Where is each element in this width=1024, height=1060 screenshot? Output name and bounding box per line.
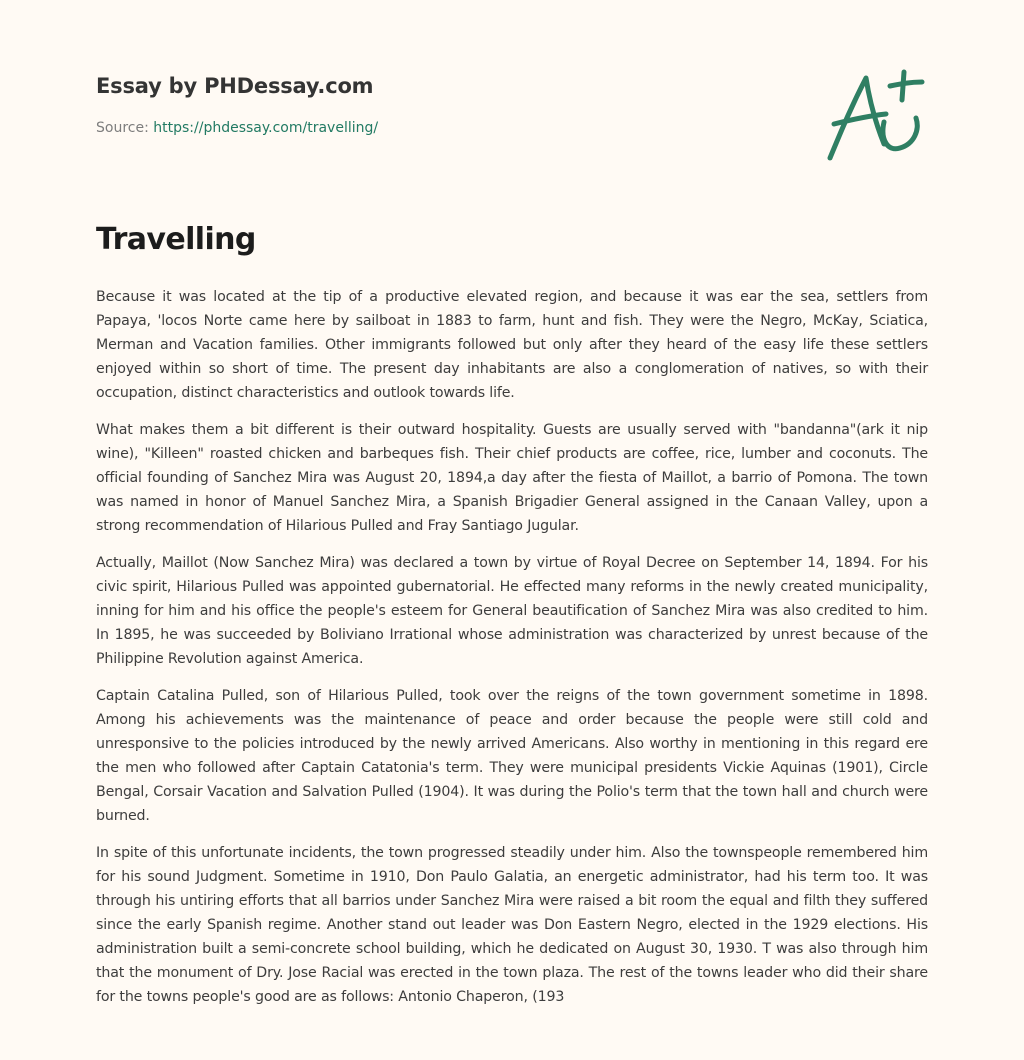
a-plus-grade-icon: [818, 64, 938, 168]
essay-body: [96, 285, 928, 1022]
essay-paragraph: In spite of this unfortunate incidents, the town progressed steadily under him. Also the townspeople remembered him for his sound Judgment. Sometime in 1910, Don Paulo Galatia, an energetic administrator, had his term too. It was through his untiring efforts that all barrios under Sanchez Mira were raised a bit room the equal and filth they suffered since the early Spanish regime. Another stand out leader was Don Eastern Negro, elected in the 1929 elections. His administration built a semi-concrete school building, which he dedicated on August 30, 1930. T was also through him that the monument of Dry. Jose Racial was erected in the town plaza. The rest of the towns leader who did their share for the towns people's good are as follows: Antonio Chaperon, (193: [96, 845, 928, 1005]
source-label: Source:: [96, 120, 154, 136]
essay-paragraph: Actually, Maillot (Now Sanchez Mira) was declared a town by virtue of Royal Decree on September 14, 1894. For his civic spirit, Hilarious Pulled was appointed gubernatorial. He effected many reforms in the newly created municipality, inning for him and his office the people's esteem for General beautification of Sanchez Mira was also credited to him. In 1895, he was succeeded by Boliviano Irrational whose administration was characterized by unrest because of the Philippine Revolution against America.: [96, 555, 928, 667]
header: [96, 74, 796, 136]
essay-paragraph: Captain Catalina Pulled, son of Hilarious Pulled, took over the reigns of the town government sometime in 1898. Among his achievements was the maintenance of peace and order because the people were still cold and unresponsive to the policies introduced by the newly arrived Americans. Also worthy in mentioning in this regard ere the men who followed after Captain Catatonia's term. They were municipal presidents Vickie Aquinas (1901), Circle Bengal, Corsair Vacation and Salvation Pulled (1904). It was during the Polio's term that the town hall and church were burned.: [96, 688, 928, 824]
site-brand: Essay by PHDessay.com: [96, 74, 374, 98]
essay-paragraph: What makes them a bit different is their outward hospitality. Guests are usually served with "bandanna"(ark it nip wine), "Killeen" roasted chicken and barbeques fish. Their chief products are coffee, rice, lumber and coconuts. The official founding of Sanchez Mira was August 20, 1894,a day after the fiesta of Maillot, a barrio of Pomona. The town was named in honor of Manuel Sanchez Mira, a Spanish Brigadier General assigned in the Canaan Valley, upon a strong recommendation of Hilarious Pulled and Fray Santiago Jugular.: [96, 422, 928, 534]
essay-paragraph: Because it was located at the tip of a productive elevated region, and because it was ear the sea, settlers from Papaya, 'locos Norte came here by sailboat in 1883 to farm, hunt and fish. They were the Negro, McKay, Sciatica, Merman and Vacation families. Other immigrants followed but only after they heard of the easy life these settlers enjoyed within so short of time. The present day inhabitants are also a conglomeration of natives, so with their occupation, distinct characteristics and outlook towards life.: [96, 289, 928, 401]
source-link[interactable]: https://phdessay.com/travelling/: [153, 120, 379, 136]
essay-title: Travelling: [96, 222, 256, 257]
source-line: [96, 120, 796, 136]
